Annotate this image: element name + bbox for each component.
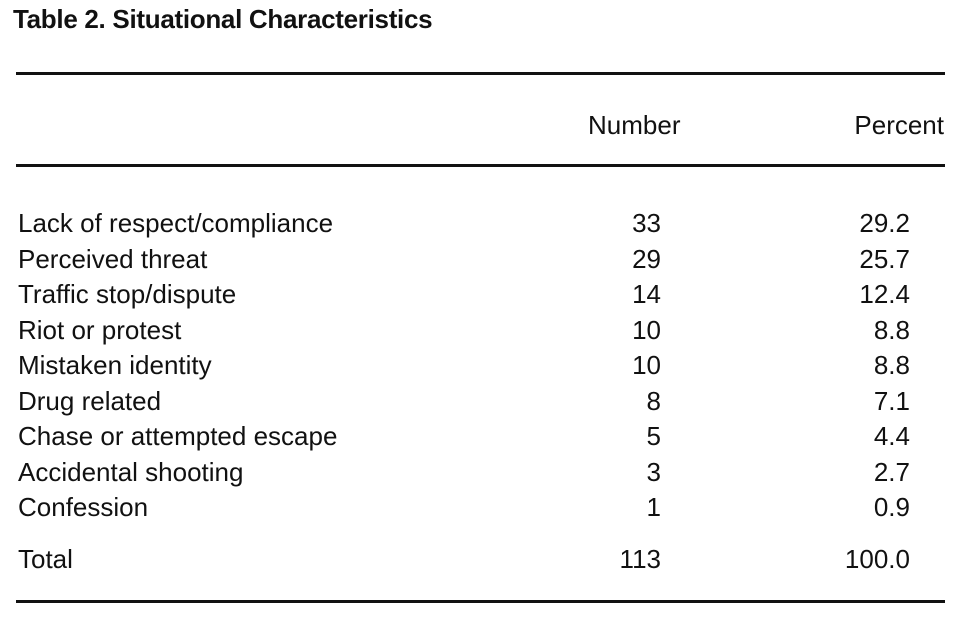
row-number: 10 <box>632 314 661 345</box>
table-row <box>0 279 964 315</box>
table-row <box>0 315 964 351</box>
header-rule <box>16 164 945 167</box>
total-label: Total <box>18 544 73 574</box>
row-label: Drug related <box>18 385 162 416</box>
row-percent: 0.9 <box>873 492 910 522</box>
table-row <box>0 244 964 280</box>
row-number: 10 <box>632 350 661 380</box>
row-number: 14 <box>632 279 661 309</box>
row-number: 8 <box>646 385 661 416</box>
row-label: Lack of respect/compliance <box>18 208 334 238</box>
row-label: Chase or attempted escape <box>18 421 338 451</box>
row-label: Traffic stop/dispute <box>18 279 237 309</box>
row-number: 5 <box>646 421 661 451</box>
row-number: 1 <box>646 492 661 522</box>
top-rule <box>16 72 945 75</box>
table-title: Table 2. Situational Characteristics <box>13 4 433 34</box>
row-label: Confession <box>18 492 149 522</box>
row-percent: 7.1 <box>873 385 910 416</box>
row-percent: 8.8 <box>873 314 910 345</box>
row-percent: 4.4 <box>873 421 910 451</box>
row-label: Accidental shooting <box>18 456 244 487</box>
total-percent: 100.0 <box>844 544 910 574</box>
row-number: 3 <box>646 456 661 487</box>
table-row <box>0 350 964 386</box>
row-label: Mistaken identity <box>18 350 212 380</box>
row-percent: 12.4 <box>859 279 910 309</box>
total-number: 113 <box>619 544 661 574</box>
bottom-rule <box>16 600 945 603</box>
row-number: 29 <box>632 243 661 274</box>
table-row <box>0 492 964 528</box>
row-percent: 8.8 <box>873 350 910 380</box>
row-percent: 25.7 <box>859 243 910 274</box>
table-row <box>0 457 964 493</box>
row-number: 33 <box>632 208 661 238</box>
table-row <box>0 208 964 244</box>
total-row <box>0 544 964 580</box>
table-row <box>0 421 964 457</box>
row-percent: 29.2 <box>859 208 910 238</box>
column-header-percent: Percent <box>854 110 944 140</box>
table-row <box>0 386 964 422</box>
row-percent: 2.7 <box>873 456 910 487</box>
row-label: Perceived threat <box>18 243 208 274</box>
column-header-number: Number <box>588 110 681 140</box>
table-body <box>0 208 964 528</box>
row-label: Riot or protest <box>18 314 182 345</box>
